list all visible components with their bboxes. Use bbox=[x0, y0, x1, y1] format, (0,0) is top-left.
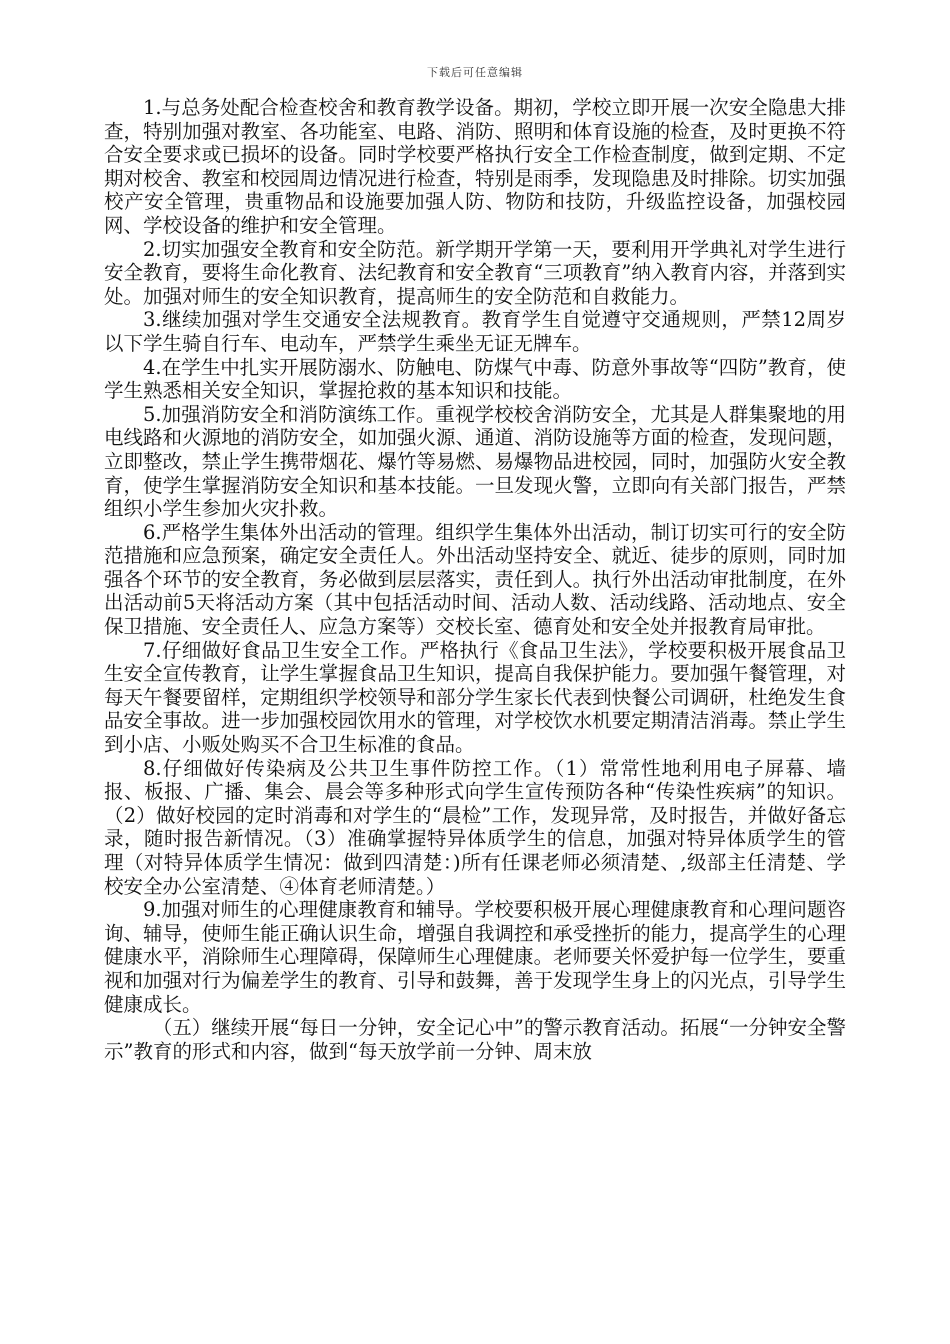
section-five-paragraph: （五）继续开展“每日一分钟，安全记心中”的警示教育活动。拓展“一分钟安全警示”教育的形式和内容，做到“每天放学前一分钟、周末放 bbox=[104, 1016, 846, 1063]
paragraph-item-2: 2.切实加强安全教育和安全防范。新学期开学第一天，要利用开学典礼对学生进行安全教育，要将生命化教育、法纪教育和安全教育“三项教育”纳入教育内容，并落到实处。加强对师生的安全知识教育，提高师生的安全防范和自救能力。 bbox=[104, 237, 846, 308]
paragraph-item-8: 8.仔细做好传染病及公共卫生事件防控工作。（1）常常性地利用电子屏幕、墙报、板报、广播、集会、晨会等多种形式向学生宣传预防各种“传染性疾病”的知识。（2）做好校园的定时消毒和对学生的“晨检”工作，发现异常，及时报告，并做好备忘录，随时报告新情况。（3）准确掌握特异体质学生的信息，加强对特异体质学生的管理（对特异体质学生情况：做到四清楚：)所有任课老师必须清楚、,级部主任清楚、学校安全办公室清楚、④体育老师清楚。） bbox=[104, 756, 846, 898]
paragraph-item-1: 1.与总务处配合检查校舍和教育教学设备。期初，学校立即开展一次安全隐患大排查，特别加强对教室、各功能室、电路、消防、照明和体育设施的检查，及时更换不符合安全要求或已损坏的设备。同时学校要严格执行安全工作检查制度，做到定期、不定期对校舍、教室和校园周边情况进行检查，特别是雨季，发现隐患及时排除。切实加强校产安全管理，贵重物品和设施要加强人防、物防和技防，升级监控设备，加强校园网、学校设备的维护和安全管理。 bbox=[104, 96, 846, 237]
paragraph-item-9: 9.加强对师生的心理健康教育和辅导。学校要积极开展心理健康教育和心理问题咨询、辅导，使师生能正确认识生命，增强自我调控和承受挫折的能力，提高学生的心理健康水平，消除师生心理障碍，保障师生心理健康。老师要关怀爱护每一位学生，要重视和加强对行为偏差学生的教育、引导和鼓舞，善于发现学生身上的闪光点，引导学生健康成长。 bbox=[104, 898, 846, 1016]
paragraph-item-4: 4.在学生中扎实开展防溺水、防触电、防煤气中毒、防意外事故等“四防”教育，使学生熟悉相关安全知识，掌握抢救的基本知识和技能。 bbox=[104, 355, 846, 403]
paragraph-item-6: 6.严格学生集体外出活动的管理。组织学生集体外出活动，制订切实可行的安全防范措施和应急预案，确定安全责任人。外出活动坚持安全、就近、徒步的原则，同时加强各个环节的安全教育，务必做到层层落实，责任到人。执行外出活动审批制度，在外出活动前5天将活动方案（其中包括活动时间、活动人数、活动线路、活动地点、安全保卫措施、安全责任人、应急方案等）交校长室、德育处和安全处并报教育局审批。 bbox=[104, 520, 846, 639]
paragraph-item-5: 5.加强消防安全和消防演练工作。重视学校校舍消防安全，尤其是人群集聚地的用电线路和火源地的消防安全，如加强火源、通道、消防设施等方面的检查，发现问题，立即整改，禁止学生携带烟花、爆竹等易燃、易爆物品进校园，同时，加强防火安全教育，使学生掌握消防安全知识和基本技能。一旦发现火警，立即向有关部门报告，严禁组织小学生参加火灾扑救。 bbox=[104, 402, 846, 521]
paragraph-item-7: 7.仔细做好食品卫生安全工作。严格执行《食品卫生法》，学校要积极开展食品卫生安全宣传教育，让学生掌握食品卫生知识，提高自我保护能力。要加强午餐管理，对每天午餐要留样，定期组织学校领导和部分学生家长代表到快餐公司调研，杜绝发生食品安全事故。进一步加强校园饮用水的管理，对学校饮水机要定期清洁消毒。禁止学生到小店、小贩处购买不合卫生标准的食品。 bbox=[104, 638, 846, 757]
page-header-note: 下载后可任意编辑 bbox=[427, 66, 523, 79]
paragraph-item-3: 3.继续加强对学生交通安全法规教育。教育学生自觉遵守交通规则，严禁12周岁以下学生骑自行车、电动车，严禁学生乘坐无证无牌车。 bbox=[104, 308, 846, 355]
document-body bbox=[104, 96, 846, 1063]
